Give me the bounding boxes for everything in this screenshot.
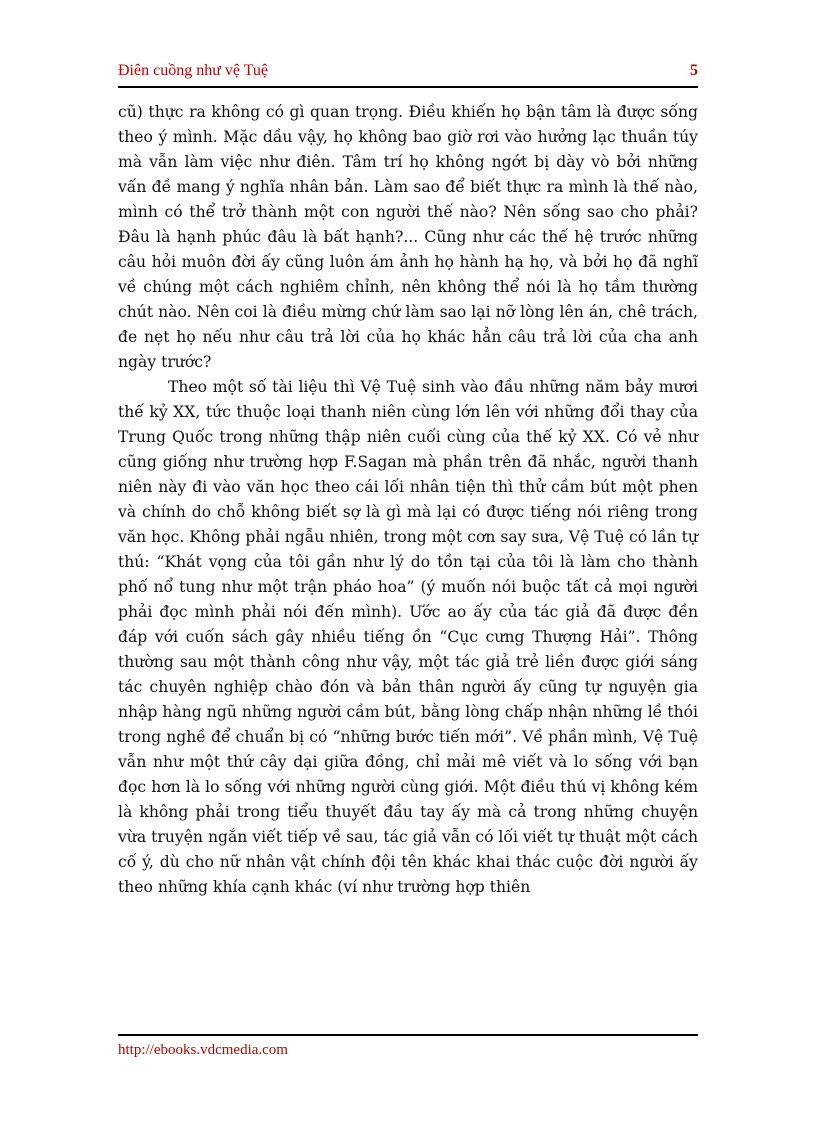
footer-divider [118, 1034, 698, 1036]
page-number: 5 [690, 62, 698, 79]
footer-link[interactable]: http://ebooks.vdcmedia.com [118, 1042, 288, 1058]
paragraph-continued: cũ) thực ra không có gì quan trọng. Điều khiến họ bận tâm là được sống theo ý mình. Mặc dầu vậy, họ không bao giờ rơi vào hưởng lạc thuần túy mà vẫn làm việc như điên. Tâm trí họ không ngớt bị dày vò bởi những vấn đề mang ý nghĩa nhân bản. Làm sao để biết thực ra mình là thế nào, mình có thể trở thành một con người thế nào? Nên sống sao cho phải? Đâu là hạnh phúc đâu là bất hạnh?... Cũng như các thế hệ trước những câu hỏi muôn đời ấy cũng luôn ám ảnh họ hành hạ họ, và bởi họ đã nghĩ về chúng một cách nghiêm chỉnh, nên không thể nói là họ tầm thường chút nào. Nên coi là điều mừng chứ làm sao lại nỡ lòng lên án, chê trách, đe nẹt họ nếu như câu trả lời của họ khác hẳn câu trả lời của cha anh ngày trước? [118, 103, 698, 371]
body-text [118, 100, 698, 900]
running-title: Điên cuồng như vệ Tuệ [118, 62, 268, 79]
page-header [118, 60, 698, 88]
paragraph: Theo một số tài liệu thì Vệ Tuệ sinh vào đầu những năm bảy mươi thế kỷ XX, tức thuộc loại thanh niên cùng lớn lên với những đổi thay của Trung Quốc trong những thập niên cuối cùng của thế kỷ XX. Có vẻ như cũng giống như trường hợp F.Sagan mà phần trên đã nhắc, người thanh niên này đi vào văn học theo cái lối nhân tiện thì thử cầm bút một phen và chính do chỗ không biết sợ là gì mà lại có được tiếng nói riêng trong văn học. Không phải ngẫu nhiên, trong một cơn say sưa, Vệ Tuệ có lần tự thú: “Khát vọng của tôi gần như lý do tồn tại của tôi là làm cho thành phố nổ tung như một trận pháo hoa” (ý muốn nói buộc tất cả mọi người phải đọc mình phải nói đến mình). Ước ao ấy của tác giả đã được đền đáp với cuốn sách gây nhiều tiếng ồn “Cục cưng Thượng Hải”. Thông thường sau một thành công như vậy, một tác giả trẻ liền được giới sáng tác chuyên nghiệp chào đón và bản thân người ấy cũng tự nguyện gia nhập hàng ngũ những người cầm bút, bằng lòng chấp nhận những lề thói trong nghề để chuẩn bị có “những bước tiến mới”. Về phần mình, Vệ Tuệ vẫn như một thứ cây dại giữa đồng, chỉ mải mê viết và lo sống với bạn đọc hơn là lo sống với những người cùng giới. Một điều thú vị không kém là không phải trong tiểu thuyết đầu tay ấy mà cả trong những chuyện vừa truyện ngắn viết tiếp về sau, tác giả vẫn có lối viết tự thuật một cách cố ý, dù cho nữ nhân vật chính đội tên khác khai thác cuộc đời người ấy theo những khía cạnh khác (ví như trường hợp thiên [118, 378, 698, 896]
